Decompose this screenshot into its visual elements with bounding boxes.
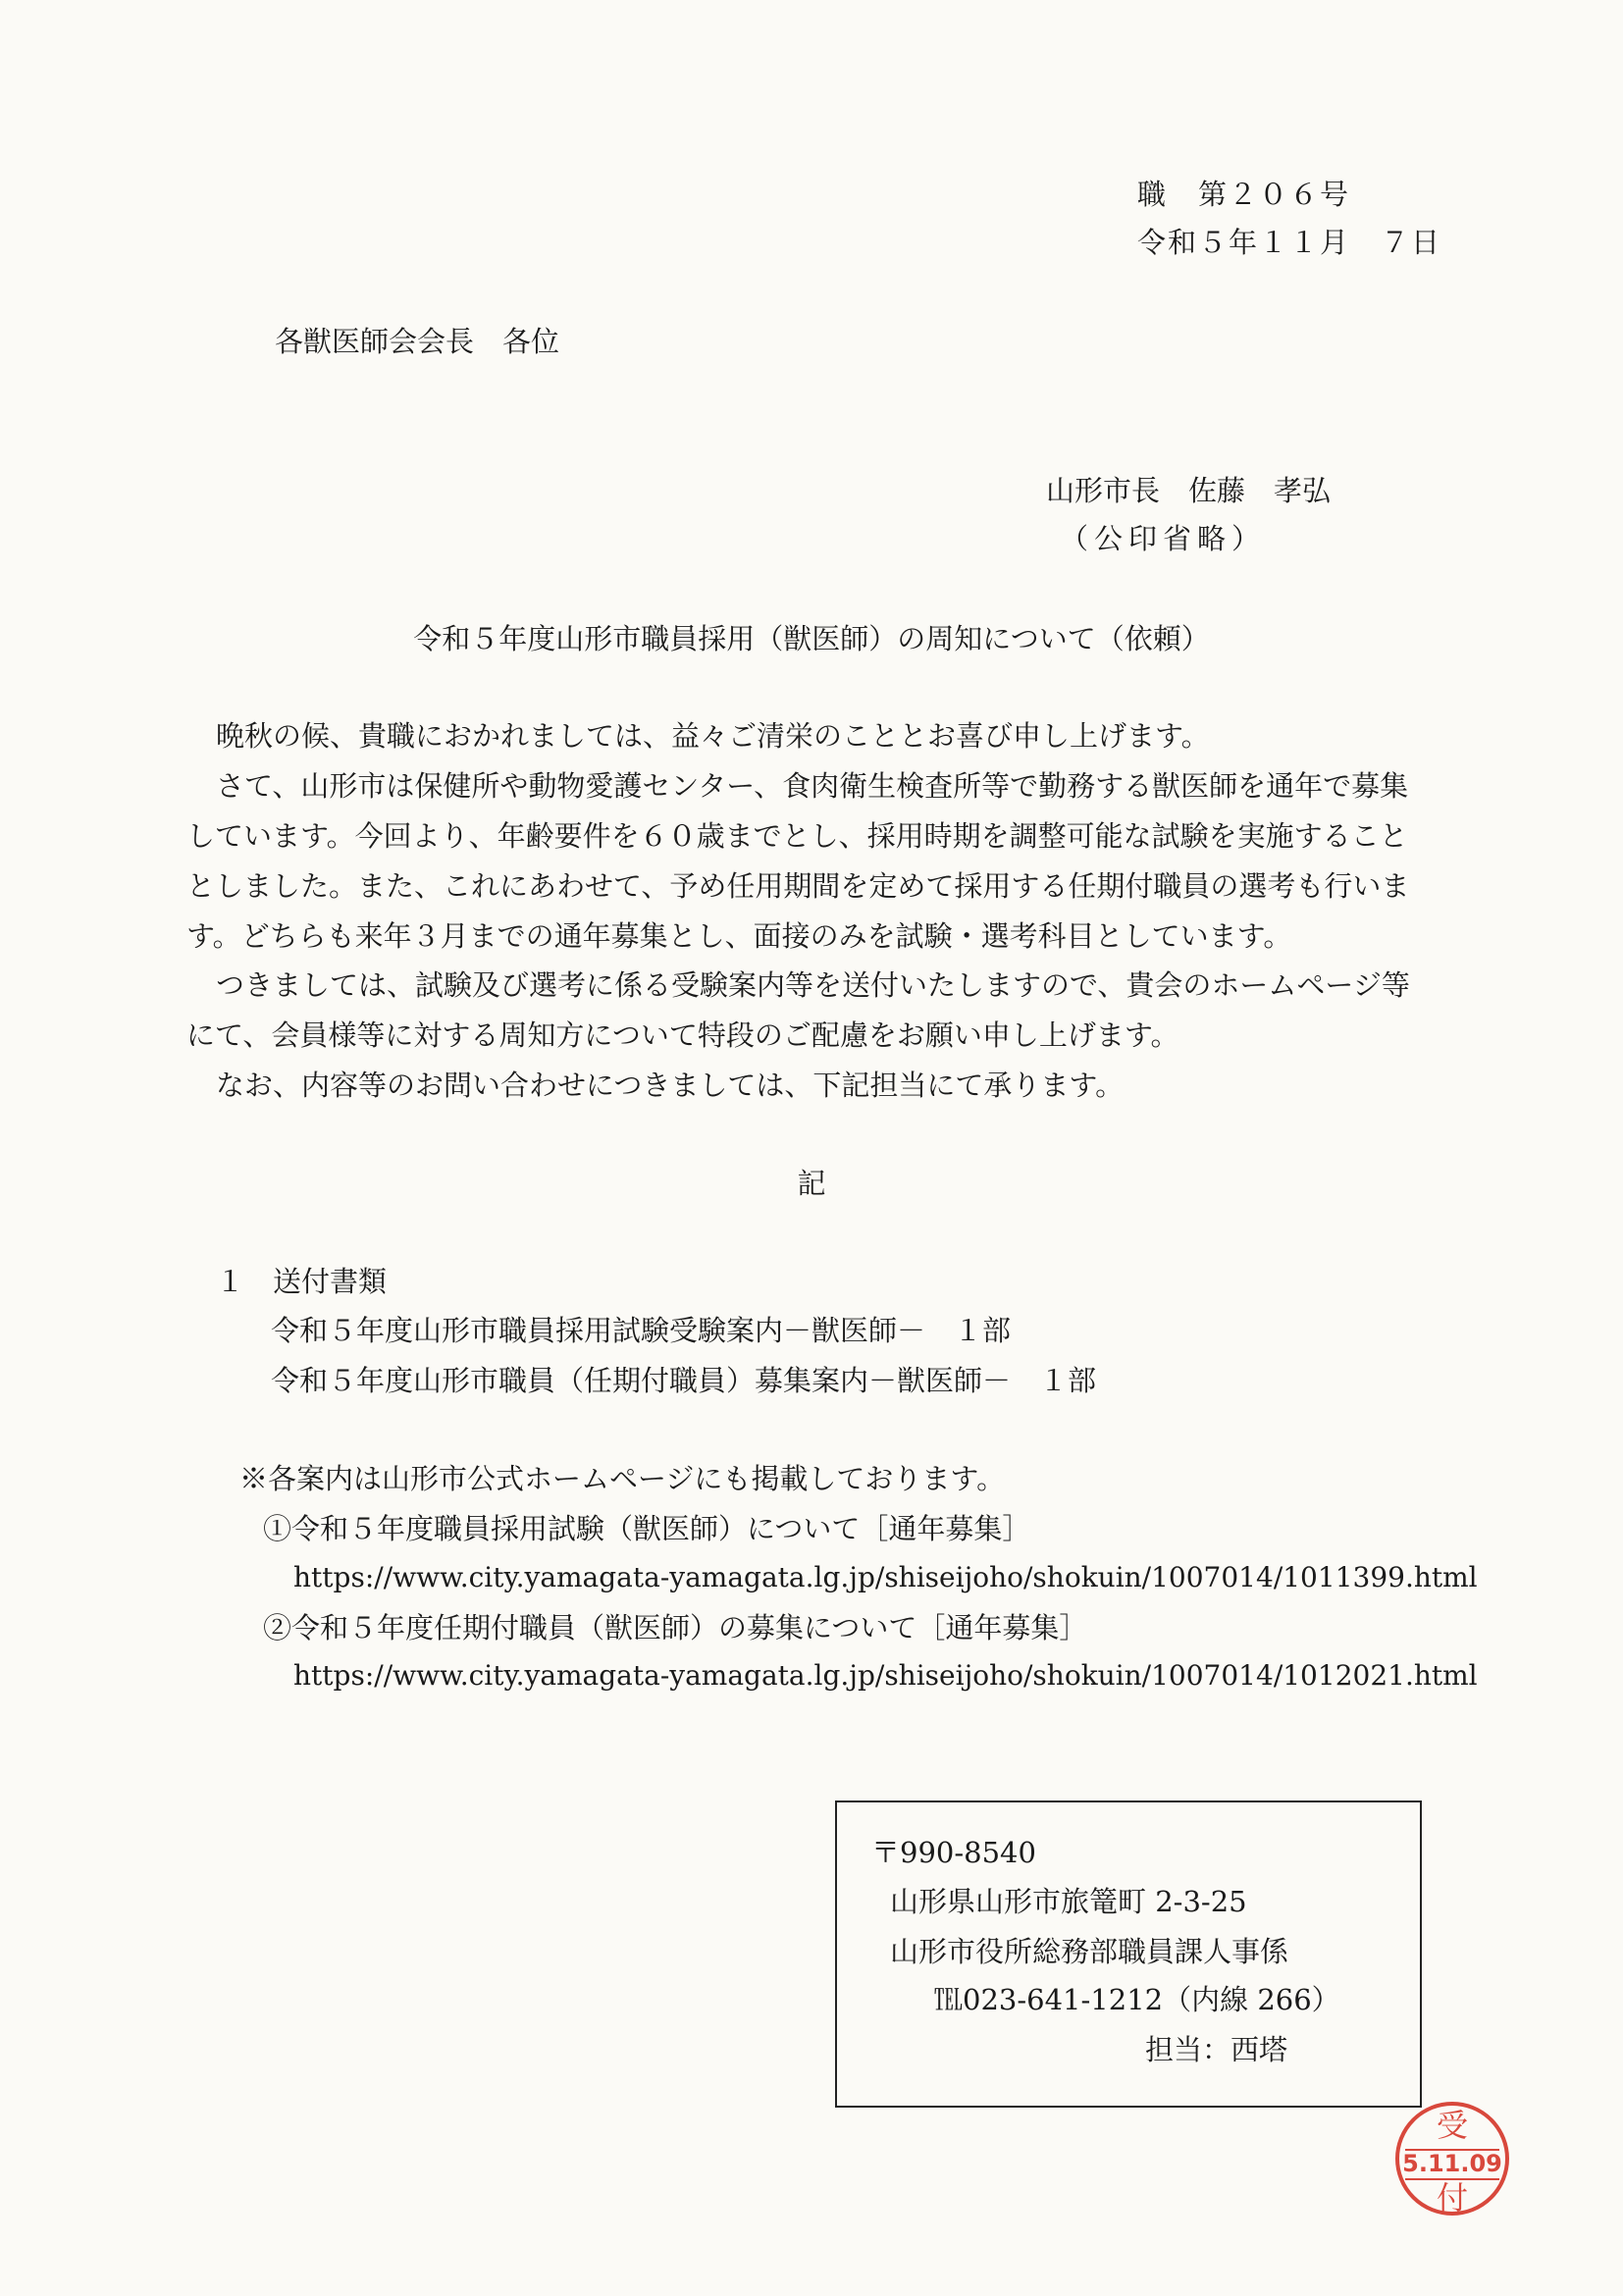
contact-person: 担当：西塔 [1145,2033,1288,2066]
document-number: 職 第２０６号 [1137,178,1351,211]
body-line-6: つきましては、試験及び選考に係る受験案内等を送付いたしますので、貴会のホームページ等 [216,968,1410,1002]
contact-department: 山形市役所総務部職員課人事係 [890,1935,1289,1968]
received-stamp [1395,2102,1509,2216]
enclosure-item-1: 令和５年度山形市職員採用試験受験案内－獣医師－ １部 [271,1314,1012,1347]
contact-telephone: ℡023-641-1212（内線 266） [934,1983,1340,2016]
body-line-3: しています。今回より、年齢要件を６０歳までとし、採用時期を調整可能な試験を実施すること [186,819,1408,853]
contact-address: 山形県山形市旅篭町 2-3-25 [890,1885,1247,1918]
enclosure-item-2: 令和５年度山形市職員（任期付職員）募集案内－獣医師－ １部 [271,1364,1097,1397]
stamp-bottom-char: 付 [1436,2179,1468,2217]
section-heading: １ 送付書類 [216,1265,388,1298]
body-line-4: としました。また、これにあわせて、予め任用期間を定めて採用する任期付職員の選考も行いま [186,869,1410,903]
link-2-url[interactable]: https://www.city.yamagata-yamagata.lg.jp/shiseijoho/shokuin/1007014/1012021.html [293,1659,1478,1692]
body-line-7: にて、会員様等に対する周知方について特段のご配慮をお願い申し上げます。 [186,1018,1179,1052]
document-date: 令和５年１１月 ７日 [1137,226,1442,259]
link-2-title: ②令和５年度任期付職員（獣医師）の募集について［通年募集］ [263,1611,1088,1644]
body-line-1: 晩秋の候、貴職におかれましては、益々ご清栄のこととお喜び申し上げます。 [216,719,1210,753]
link-1-title: ①令和５年度職員採用試験（獣医師）について［通年募集］ [263,1512,1031,1545]
body-line-2: さて、山形市は保健所や動物愛護センター、食肉衛生検査所等で勤務する獣医師を通年で募集 [216,769,1409,803]
link-1-url[interactable]: https://www.city.yamagata-yamagata.lg.jp/shiseijoho/shokuin/1007014/1011399.html [293,1561,1478,1593]
stamp-top-char: 受 [1436,2107,1468,2144]
sender-name: 山形市長 佐藤 孝弘 [1046,474,1332,507]
subject-title: 令和５年度山形市職員採用（獣医師）の周知について（依頼） [413,622,1210,655]
addressee: 各獣医師会会長 各位 [275,325,560,358]
body-line-8: なお、内容等のお問い合わせにつきましては、下記担当にて承ります。 [216,1069,1125,1102]
contact-postal-code: 〒990-8540 [871,1836,1036,1869]
stamp-date: 5.11.09 [1402,2150,1502,2177]
seal-omitted-note: （公印省略） [1060,522,1267,555]
body-line-5: す。どちらも来年３月までの通年募集とし、面接のみを試験・選考科目としています。 [186,919,1292,953]
website-note: ※各案内は山形市公式ホームページにも掲載しております。 [239,1462,1006,1495]
ki-heading: 記 [797,1167,826,1200]
